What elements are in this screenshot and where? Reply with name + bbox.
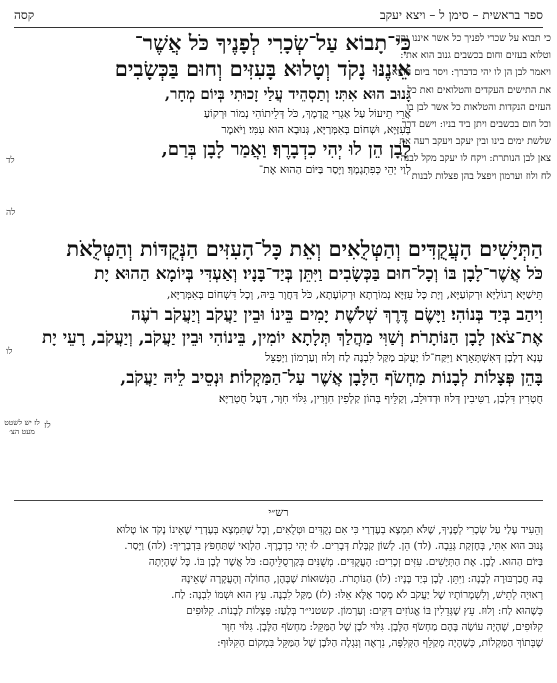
- rashi-heading: רש״י: [268, 506, 289, 519]
- verse-line: גָּנוּב הוּא אִתִּי׃ וְתַסְהֵיד עֲלַי זָכוּתִי בְּיוֹם מְחָר,: [164, 85, 411, 103]
- verse-line: וִיהַב בְּיַד בְּנוֹהִי׃ וַיָּשֶׂם דֶּרֶךְ שְׁלֹשֶׁת יָמִים בֵּינוֹ וּבֵין יַעֲקֹב וְיַעֲקֹב רֹעֶה: [130, 305, 543, 325]
- verse-line: אֵינֶנּוּ נָקֹד וְטָלוּא בָּעִזִּים וְחוּם בַּכְּשָׂבִים: [114, 56, 411, 81]
- rashi-line: שֶׁבְּתוֹךְ הַמַּקְלוֹת, כְּשֶׁהָיָה מְקַלֵּף הַקְּלִפָּה, נִרְאֶה וְנִגְלֶה הַלֹּבֶן שֶׁל הַמַּקֵּל בִּמְקוֹם הַקִּלּוּף:: [217, 637, 543, 650]
- full-width-text-block: [33, 236, 543, 407]
- side-line: את התישים העקדים והטלואים ואת כל: [407, 84, 551, 96]
- section-divider: [14, 500, 543, 501]
- side-line: העזים הנקדות והטלאות כל אשר לבן בו: [406, 101, 551, 113]
- header-page-number: קסה: [14, 7, 35, 22]
- side-line: שלשת ימים בינו ובין יעקב ויעקב רעה את: [399, 136, 551, 148]
- rashi-line: בַּיּוֹם הַהוּא. לָבָן. אֶת הַתְּיָשִׁים. עִזִּים זְכָרִים: הָעֲקֻדִּים. מְשֻׁנִּים בְּקַרְסֻלֵּיהֶם: כֹּל אֲשֶׁר לָבָן בּוֹ. כָּל שֶׁהָיְתָה: [148, 556, 543, 569]
- side-line: כי תבוא על שכרי לפניך כל אשר איננו נקד: [395, 33, 551, 44]
- main-text-block: [51, 30, 411, 178]
- page-header: [14, 6, 543, 28]
- targum-line: לְוַי יְהֵי כְּפִתְגָמָךְ׃ וַיָּסַר בַּיּוֹם הַהוּא אֶת־: [258, 163, 411, 176]
- rashi-line: בָּהּ חֲבַרְבּוּרָה לְבָנָה: וַיִּתֵּן. לָבָן בְּיַד בָּנָיו: (לו) הַנּוֹתָרֹת. הַנְּשׁוּאוֹת שֶׁבָּהֶן, הַחוֹלָה וְהָעֲקָרָה שֶׁאֵינָהּ: [181, 572, 543, 585]
- verse-line: הַתְּיָשִׁים הָעֲקֻדִּים וְהַטְּלֻאִים וְאֵת כָּל־הָעִזִּים הַנְּקֻדּוֹת וְהַטְּלֻאֹת: [66, 236, 543, 261]
- side-line: ויאמר לבן הן לו יהי כדברך: ויסר ביום ההוא: [391, 67, 551, 79]
- verse-number-36: לו: [6, 347, 13, 357]
- verse-line: אֶת־צֹאן לָבָן הַנּוֹתָרֹת׃ וְשַׁוִּי מַהֲלַךְ תְּלָתָא יוֹמִין, בֵּינוֹהִי וּבֵין יַעֲקֹב, וְיַעֲקֹב, רָעֵי יָת: [41, 328, 543, 348]
- rashi-line: גָּנוּב הוּא אִתִּי, בְּחֶזְקַת גְּנֵבָה. (לד) הֵן. לְשׁוֹן קַבָּלַת דְּבָרִים. לוּ יְהִי כִדְבָרֶךָ. הַלְוַאי שֶׁתַּחְפֹּץ בִּדְבָרֶיךָ: (לה) וַיָּסַר.: [124, 540, 543, 553]
- margin-note: לז יש לשטט מעט הצ׳: [4, 418, 40, 436]
- targum-line: חֻטְרִין דִּלְבַן, רַטִּיבִין דְּלוּז וּדְדוּלֵב, וְקַלֵּיף בְּהוֹן קַלְפִין חִוָּרִין, גִּלּוֹי חִוָּר, דַּעֲל חֻטְרַיָּא׃: [218, 392, 543, 405]
- header-running-title: ספר בראשית – סימן ל – ויצא יעקב: [379, 7, 543, 22]
- verse-line: כִּי־תָבוֹא עַל־שְׂכָרִי לְפָנֶיךָ כֹּל אֲשֶׁר־: [134, 30, 411, 55]
- targum-line: בְּעִזַּיָּא, וּשְׁחוֹם בְּאִמְּרַיָּא, גְּנוּבָא הוּא עִמִּי׃ וַיֹּאמֶר: [221, 123, 411, 136]
- rashi-commentary: [13, 522, 543, 652]
- verse-number-35: לה: [6, 208, 16, 218]
- rashi-line: רְאוּיָה לְתֵישׁ, וְלִשְׁמָרוֹתָיו שֶׁל יַעֲקֹב לֹא מָסַר אֶלָּא אֵלּוּ: (לז) מַקַּל לִבְנֶה. עֵץ הוּא וּשְׁמוֹ לִבְנֶה: לַח.: [171, 588, 543, 601]
- verse-line: כֹּל אֲשֶׁר־לָבָן בּוֹ וְכָל־חוּם בַּכְּשָׂבִים וַיִּתֵּן בְּיַד־בָּנָיו׃ וְאַעְדִּי בְּיוֹמָא הַהוּא יָת: [94, 264, 543, 284]
- side-line: צאן לבן הנותרת: ויקח לו יעקב מקל לבנה: [400, 153, 551, 165]
- verse-number-34: לד: [6, 156, 15, 166]
- side-line: וטלוא בעזים וחום בכשבים גנוב הוא אתי:: [400, 50, 551, 62]
- verse-line: בָּהֵן פְּצָלוֹת לְבָנוֹת מַחְשֹׂף הַלָּבָן אֲשֶׁר עַל־הַמַּקְלוֹת׃ וּנְסֵיב לֵיהּ יַעֲקֹב,: [120, 368, 543, 388]
- rashi-line: וְהֵעִיד עָלַי עַל שְׂכָרִי לְפָנֶיךָ, שֶׁלֹּא תִמְצָא בְעֶדְרַי כִּי אִם נְקֻדִּים וּטְלֻאִים, וְכָל שֶׁתִּמְצָא בְּעֶדְרַי שֶׁאֵינוֹ נָקֹד אוֹ טָלוּא: [116, 524, 543, 536]
- rashi-line: כְּשֶׁהוּא לַח: וְלוּז. עֵץ שֶׁגְּדֵלִין בּוֹ אֱגוֹזִים דַּקִּים: וְעַרְמוֹן. קשטני״ר בְּלַעַז: פְּצָלוֹת לְבָנוֹת. קִלּוּפִים: [186, 605, 543, 618]
- verse-line: לָבָן הֵן לוּ יְהִי כִדְבָרֶךָ׃ וַאֲמַר לָבָן בְּרַם,: [161, 139, 411, 160]
- verse-number-37: לז: [44, 421, 51, 431]
- rashi-line: קִלּוּפִים, שֶׁהָיָה עוֹשֶׂה בָּהֶם מַחְשֹׂף הַלָּבָן. גִּלּוּי לֹבֶן שֶׁל הַמַּקֵּל: מַחְשֹׂף הַלָּבָן. גִּלּוּי חִוָּר: [221, 621, 543, 634]
- targum-line: עָנָא דְלָבָן דְּאִשְׁתְּאָרָא׃ וַיִּקַּח־לוֹ יַעֲקֹב מַקַּל לִבְנֶה לַח וְלוּז וְעַרְמוֹן וַיְפַצֵּל: [265, 351, 543, 364]
- side-line: לח ולוז וערמון ויפצל בהן פצלות לבנות: [411, 170, 551, 182]
- side-line: וכל חום בכשבים ויתן ביד בניו: וישם דרך: [401, 119, 551, 131]
- targum-line: אֲרֵי תֵיעוֹל עַל אַגְרִי קֳדָמָךְ, כֹּל דְּלֵיתוֹהִי נְמוֹר וּרְקוֹעַ: [203, 107, 411, 120]
- targum-line: תֵּישַׁיָּא רְגוֹלַיָּא וּרְקוֹעַיָּא, וְיָת כָּל עִזַּיָּא נְמוֹרָתָא וּרְקוֹעָתָא, כֹּל דַּחֲוָר בֵּיהּ, וְכָל דִּשְׁחוֹם בְּאִמְּרַיָּא,: [166, 288, 543, 301]
